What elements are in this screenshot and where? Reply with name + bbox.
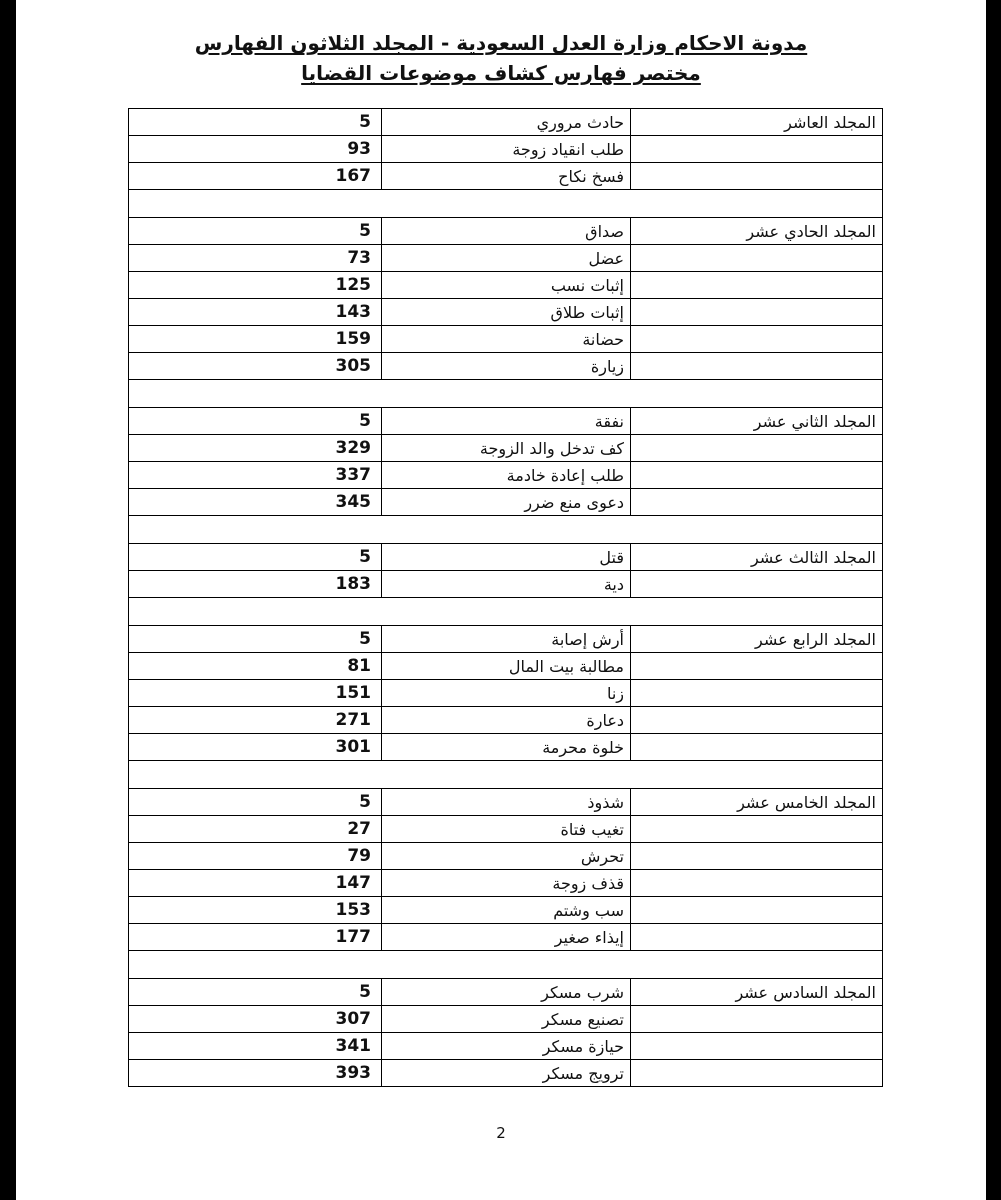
- document-title: مدونة الاحكام وزارة العدل السعودية - المجلد الثلاثون الفهارس: [194, 31, 808, 55]
- volume-cell: المجلد الثالث عشر: [631, 544, 883, 571]
- page-number-cell: 345: [129, 489, 382, 516]
- topic-cell: ترويج مسكر: [382, 1060, 631, 1087]
- topic-cell: دعوى منع ضرر: [382, 489, 631, 516]
- page-number-cell: 153: [129, 897, 382, 924]
- document-header: [16, 28, 986, 88]
- volume-cell: [631, 489, 883, 516]
- topic-cell: خلوة محرمة: [382, 734, 631, 761]
- volume-cell: المجلد الرابع عشر: [631, 626, 883, 653]
- topic-cell: شرب مسكر: [382, 979, 631, 1006]
- volume-cell: [631, 897, 883, 924]
- spacer-row: [129, 761, 883, 789]
- page-number-cell: 147: [129, 870, 382, 897]
- spacer-cell: [129, 761, 883, 789]
- spacer-row: [129, 190, 883, 218]
- table-row: [129, 1060, 883, 1087]
- topic-cell: تحرش: [382, 843, 631, 870]
- volume-cell: [631, 707, 883, 734]
- volume-cell: المجلد السادس عشر: [631, 979, 883, 1006]
- topic-cell: إيذاء صغير: [382, 924, 631, 951]
- topic-cell: سب وشتم: [382, 897, 631, 924]
- topic-cell: حيازة مسكر: [382, 1033, 631, 1060]
- table-row: [129, 979, 883, 1006]
- volume-cell: المجلد الثاني عشر: [631, 408, 883, 435]
- volume-cell: [631, 245, 883, 272]
- table-row: [129, 870, 883, 897]
- document-subtitle: مختصر فهارس كشاف موضوعات القضايا: [301, 61, 701, 85]
- topic-cell: إثبات طلاق: [382, 299, 631, 326]
- page-number: 2: [496, 1124, 506, 1142]
- topic-cell: صداق: [382, 218, 631, 245]
- table-row: [129, 843, 883, 870]
- page-number-cell: 27: [129, 816, 382, 843]
- topic-cell: تغيب فتاة: [382, 816, 631, 843]
- page-number-cell: 183: [129, 571, 382, 598]
- topic-cell: دية: [382, 571, 631, 598]
- volume-cell: [631, 136, 883, 163]
- topic-cell: طلب انقياد زوجة: [382, 136, 631, 163]
- spacer-cell: [129, 380, 883, 408]
- table-row: [129, 408, 883, 435]
- table-row: [129, 353, 883, 380]
- table-row: [129, 734, 883, 761]
- topic-cell: إثبات نسب: [382, 272, 631, 299]
- topic-cell: قذف زوجة: [382, 870, 631, 897]
- volume-cell: [631, 272, 883, 299]
- page-number-cell: 93: [129, 136, 382, 163]
- topic-cell: شذوذ: [382, 789, 631, 816]
- topic-cell: دعارة: [382, 707, 631, 734]
- page-number-cell: 305: [129, 353, 382, 380]
- topic-cell: فسخ نكاح: [382, 163, 631, 190]
- spacer-row: [129, 516, 883, 544]
- table-row: [129, 109, 883, 136]
- volume-cell: المجلد الخامس عشر: [631, 789, 883, 816]
- topic-cell: كف تدخل والد الزوجة: [382, 435, 631, 462]
- volume-cell: [631, 924, 883, 951]
- table-row: [129, 326, 883, 353]
- table-row: [129, 924, 883, 951]
- topic-cell: مطالبة بيت المال: [382, 653, 631, 680]
- volume-cell: [631, 680, 883, 707]
- page-number-cell: 81: [129, 653, 382, 680]
- volume-cell: [631, 1006, 883, 1033]
- table-row: [129, 897, 883, 924]
- page-number-cell: 159: [129, 326, 382, 353]
- volume-cell: [631, 299, 883, 326]
- table-row: [129, 462, 883, 489]
- volume-cell: [631, 353, 883, 380]
- table-row: [129, 653, 883, 680]
- page-number-cell: 271: [129, 707, 382, 734]
- volume-cell: [631, 870, 883, 897]
- table-row: [129, 1033, 883, 1060]
- volume-cell: [631, 163, 883, 190]
- table-row: [129, 571, 883, 598]
- table-row: [129, 489, 883, 516]
- table-row: [129, 789, 883, 816]
- volume-cell: [631, 462, 883, 489]
- volume-cell: [631, 653, 883, 680]
- page-number-cell: 151: [129, 680, 382, 707]
- table-row: [129, 245, 883, 272]
- spacer-cell: [129, 190, 883, 218]
- volume-cell: [631, 734, 883, 761]
- page-number-cell: 5: [129, 979, 382, 1006]
- index-table-body: [129, 109, 883, 1087]
- page-number-cell: 125: [129, 272, 382, 299]
- page-number-cell: 301: [129, 734, 382, 761]
- page-number-cell: 307: [129, 1006, 382, 1033]
- document-page: [16, 0, 986, 1200]
- page-number-cell: 5: [129, 408, 382, 435]
- volume-cell: [631, 843, 883, 870]
- table-row: [129, 435, 883, 462]
- table-row: [129, 136, 883, 163]
- topic-cell: أرش إصابة: [382, 626, 631, 653]
- page-number-cell: 393: [129, 1060, 382, 1087]
- page-number-cell: 5: [129, 789, 382, 816]
- topic-cell: نفقة: [382, 408, 631, 435]
- volume-cell: [631, 571, 883, 598]
- volume-cell: [631, 435, 883, 462]
- table-row: [129, 680, 883, 707]
- topic-cell: تصنيع مسكر: [382, 1006, 631, 1033]
- spacer-cell: [129, 598, 883, 626]
- volume-cell: [631, 1060, 883, 1087]
- topic-cell: زنا: [382, 680, 631, 707]
- volume-cell: [631, 816, 883, 843]
- spacer-cell: [129, 516, 883, 544]
- index-table: [128, 108, 883, 1087]
- table-row: [129, 272, 883, 299]
- topic-cell: طلب إعادة خادمة: [382, 462, 631, 489]
- page-number-cell: 5: [129, 626, 382, 653]
- page-number-cell: 79: [129, 843, 382, 870]
- topic-cell: حضانة: [382, 326, 631, 353]
- spacer-row: [129, 598, 883, 626]
- page-number-cell: 341: [129, 1033, 382, 1060]
- spacer-row: [129, 380, 883, 408]
- table-row: [129, 816, 883, 843]
- volume-cell: [631, 326, 883, 353]
- table-row: [129, 218, 883, 245]
- table-row: [129, 163, 883, 190]
- table-row: [129, 299, 883, 326]
- page-number-cell: 73: [129, 245, 382, 272]
- table-row: [129, 1006, 883, 1033]
- page-number-cell: 143: [129, 299, 382, 326]
- page-number-cell: 167: [129, 163, 382, 190]
- spacer-cell: [129, 951, 883, 979]
- topic-cell: عضل: [382, 245, 631, 272]
- topic-cell: زيارة: [382, 353, 631, 380]
- volume-cell: المجلد الحادي عشر: [631, 218, 883, 245]
- topic-cell: حادث مروري: [382, 109, 631, 136]
- page-number-cell: 5: [129, 544, 382, 571]
- page-number-cell: 337: [129, 462, 382, 489]
- table-row: [129, 626, 883, 653]
- table-row: [129, 544, 883, 571]
- volume-cell: [631, 1033, 883, 1060]
- page-number-cell: 5: [129, 218, 382, 245]
- spacer-row: [129, 951, 883, 979]
- topic-cell: قتل: [382, 544, 631, 571]
- table-row: [129, 707, 883, 734]
- page-number-cell: 177: [129, 924, 382, 951]
- volume-cell: المجلد العاشر: [631, 109, 883, 136]
- page-number-cell: 329: [129, 435, 382, 462]
- page-number-cell: 5: [129, 109, 382, 136]
